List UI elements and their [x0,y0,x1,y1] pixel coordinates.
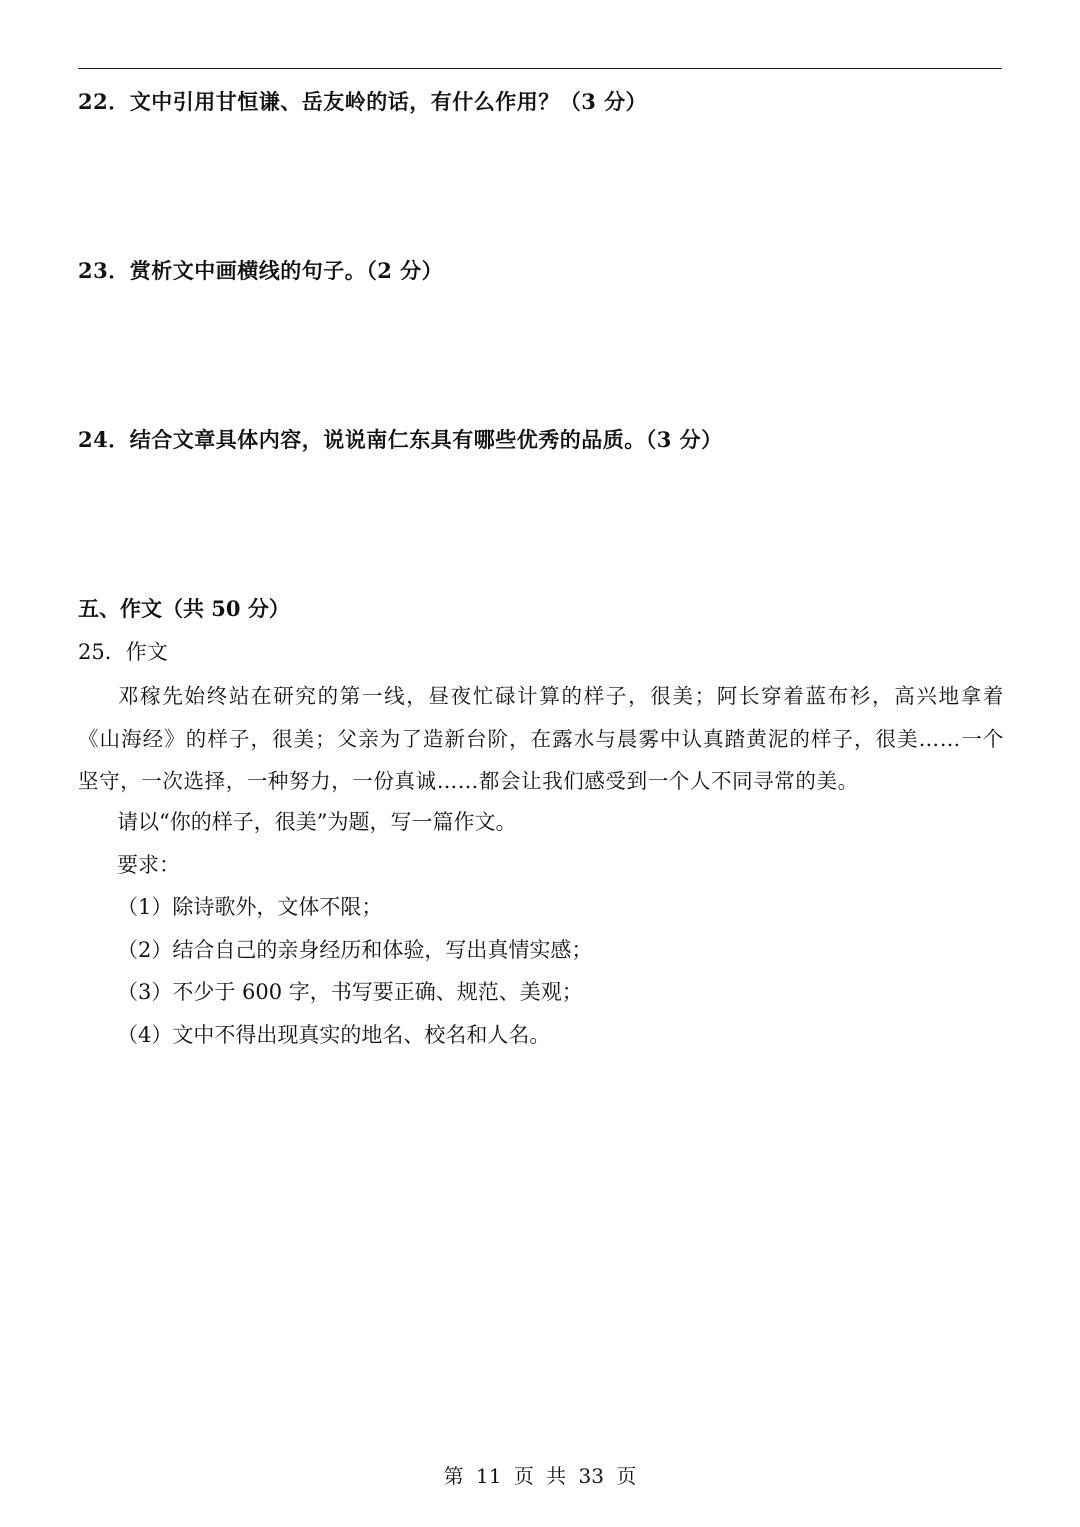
requirement-item: （3）不少于 600 字，书写要正确、规范、美观； [117,980,583,1004]
requirement-item: （4）文中不得出现真实的地名、校名和人名。 [117,1023,551,1047]
question-text: 结合文章具体内容，说说南仁东具有哪些优秀的品质。（3 分） [129,427,723,452]
header-rule [78,68,1002,69]
question-number: 24． [78,427,130,452]
question-text: 文中引用甘恒谦、岳友岭的话，有什么作用？（3 分） [129,89,648,114]
essay-instruction: 请以“你的样子，很美”为题，写一篇作文。 [117,810,517,834]
essay-prompt: 邓稼先始终站在研究的第一线，昼夜忙碌计算的样子，很美；阿长穿着蓝布衫，高兴地拿着《山海经》的样子，很美；父亲为了造新台阶，在露水与晨雾中认真踏黄泥的样子，很美……一个坚守，一次选择，一种努力，一份真诚……都会让我们感受到一个人不同寻常的美。 [78,684,1004,793]
requirement-item: （2）结合自己的亲身经历和体验，写出真情实感； [117,938,593,962]
section-title: 五、作文（共 50 分） [78,596,290,621]
essay-item-label: 25．作文 [78,640,168,664]
question-number: 22． [78,89,130,114]
requirements-heading: 要求： [117,853,180,877]
question-22 [78,86,647,116]
page-number: 第 11 页 共 33 页 [443,1464,637,1488]
question-24 [78,424,723,454]
requirement-item: （1）除诗歌外，文体不限； [117,895,383,919]
question-text: 赏析文中画横线的句子。（2 分） [129,258,444,283]
question-23 [78,255,443,285]
question-number: 23． [78,258,130,283]
